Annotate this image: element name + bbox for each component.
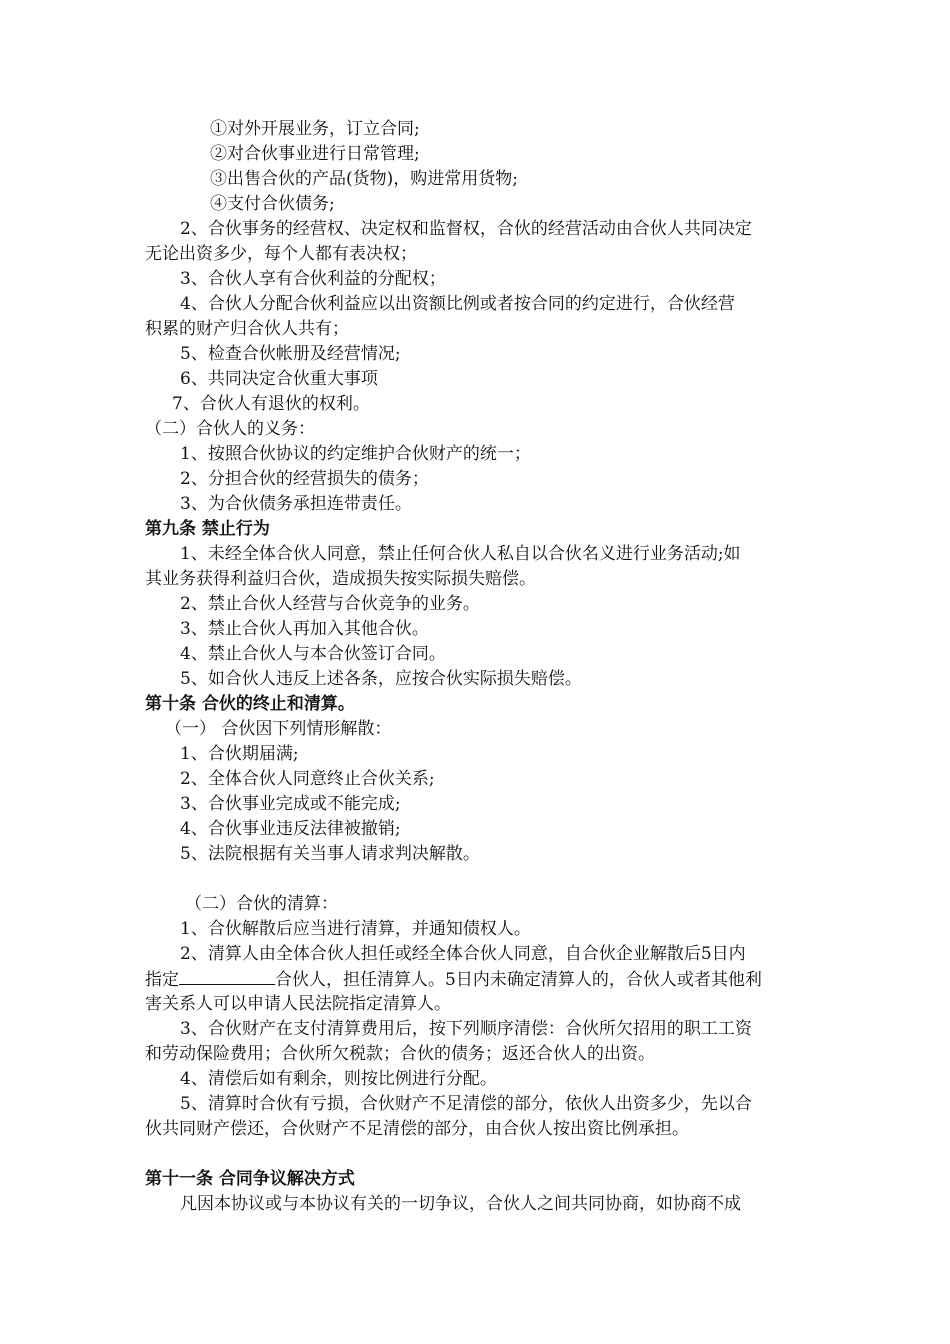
list-item: 1、合伙期届满; xyxy=(180,744,299,764)
paragraph: 和劳动保险费用；合伙所欠税款；合伙的债务；返还合伙人的出资。 xyxy=(145,1044,655,1064)
list-item: 5、法院根据有关当事人请求判决解散。 xyxy=(180,844,480,864)
paragraph: 2、合伙事务的经营权、决定权和监督权，合伙的经营活动由合伙人共同决定 xyxy=(180,219,752,239)
paragraph: 2、清算人由全体合伙人担任或经全体合伙人同意，自合伙企业解散后5日内 xyxy=(180,944,746,964)
paragraph: 4、合伙人分配合伙利益应以出资额比例或者按合同的约定进行，合伙经营 xyxy=(180,294,735,314)
list-item: 3、合伙事业完成或不能完成; xyxy=(180,794,401,814)
paragraph: 7、合伙人有退伙的权利。 xyxy=(172,394,370,414)
section-heading: （一） 合伙因下列情形解散： xyxy=(165,719,392,739)
paragraph: 1、按照合伙协议的约定维护合伙财产的统一； xyxy=(180,444,531,464)
list-item: ④支付合伙债务; xyxy=(210,194,335,214)
article-heading: 第十条 合伙的终止和清算。 xyxy=(145,694,355,714)
article-heading: 第十一条 合同争议解决方式 xyxy=(145,1169,355,1189)
paragraph: 伙共同财产偿还，合伙财产不足清偿的部分，由合伙人按出资比例承担。 xyxy=(145,1119,689,1139)
list-item: 2、全体合伙人同意终止合伙关系; xyxy=(180,769,435,789)
text-fragment: 指定 xyxy=(145,970,179,990)
list-item: ②对合伙事业进行日常管理; xyxy=(210,144,420,164)
paragraph: 害关系人可以申请人民法院指定清算人。 xyxy=(145,994,451,1014)
paragraph: 5、清算时合伙有亏损，合伙财产不足清偿的部分，依伙人出资多少，先以合 xyxy=(180,1094,752,1114)
paragraph: 1、未经全体合伙人同意，禁止任何合伙人私自以合伙名义进行业务活动;如 xyxy=(180,544,741,564)
list-item: ③出售合伙的产品(货物)，购进常用货物; xyxy=(210,169,518,189)
paragraph: 2、禁止合伙人经营与合伙竞争的业务。 xyxy=(180,594,480,614)
paragraph: 4、清偿后如有剩余，则按比例进行分配。 xyxy=(180,1069,497,1089)
paragraph: 2、分担合伙的经营损失的债务； xyxy=(180,469,429,489)
paragraph: 3、为合伙债务承担连带责任。 xyxy=(180,494,412,514)
paragraph: 其业务获得利益归合伙，造成损失按实际损失赔偿。 xyxy=(145,569,536,589)
list-item: 4、合伙事业违反法律被撤销; xyxy=(180,819,401,839)
paragraph: 1、合伙解散后应当进行清算，并通知债权人。 xyxy=(180,919,531,939)
fill-in-blank xyxy=(179,968,275,985)
section-heading: （二）合伙的清算： xyxy=(185,894,338,914)
paragraph: 5、如合伙人违反上述各条，应按合伙实际损失赔偿。 xyxy=(180,669,582,689)
paragraph: 3、禁止合伙人再加入其他合伙。 xyxy=(180,619,429,639)
paragraph: 积累的财产归合伙人共有； xyxy=(145,319,349,339)
text-fragment: 合伙人，担任清算人。5日内未确定清算人的，合伙人或者其他利 xyxy=(275,970,762,990)
paragraph: 3、合伙财产在支付清算费用后，按下列顺序清偿：合伙所欠招用的职工工资 xyxy=(180,1019,752,1039)
paragraph: 6、共同决定合伙重大事项 xyxy=(180,369,378,389)
paragraph: 5、检查合伙帐册及经营情况; xyxy=(180,344,401,364)
list-item: ①对外开展业务，订立合同; xyxy=(210,119,420,139)
paragraph: 无论出资多少，每个人都有表决权； xyxy=(145,244,417,264)
paragraph xyxy=(145,968,762,991)
article-heading: 第九条 禁止行为 xyxy=(145,519,270,539)
paragraph: 凡因本协议或与本协议有关的一切争议，合伙人之间共同协商，如协商不成 xyxy=(180,1194,741,1214)
paragraph: 4、禁止合伙人与本合伙签订合同。 xyxy=(180,644,446,664)
paragraph: 3、合伙人享有合伙利益的分配权； xyxy=(180,269,446,289)
section-heading: （二）合伙人的义务： xyxy=(145,419,315,439)
